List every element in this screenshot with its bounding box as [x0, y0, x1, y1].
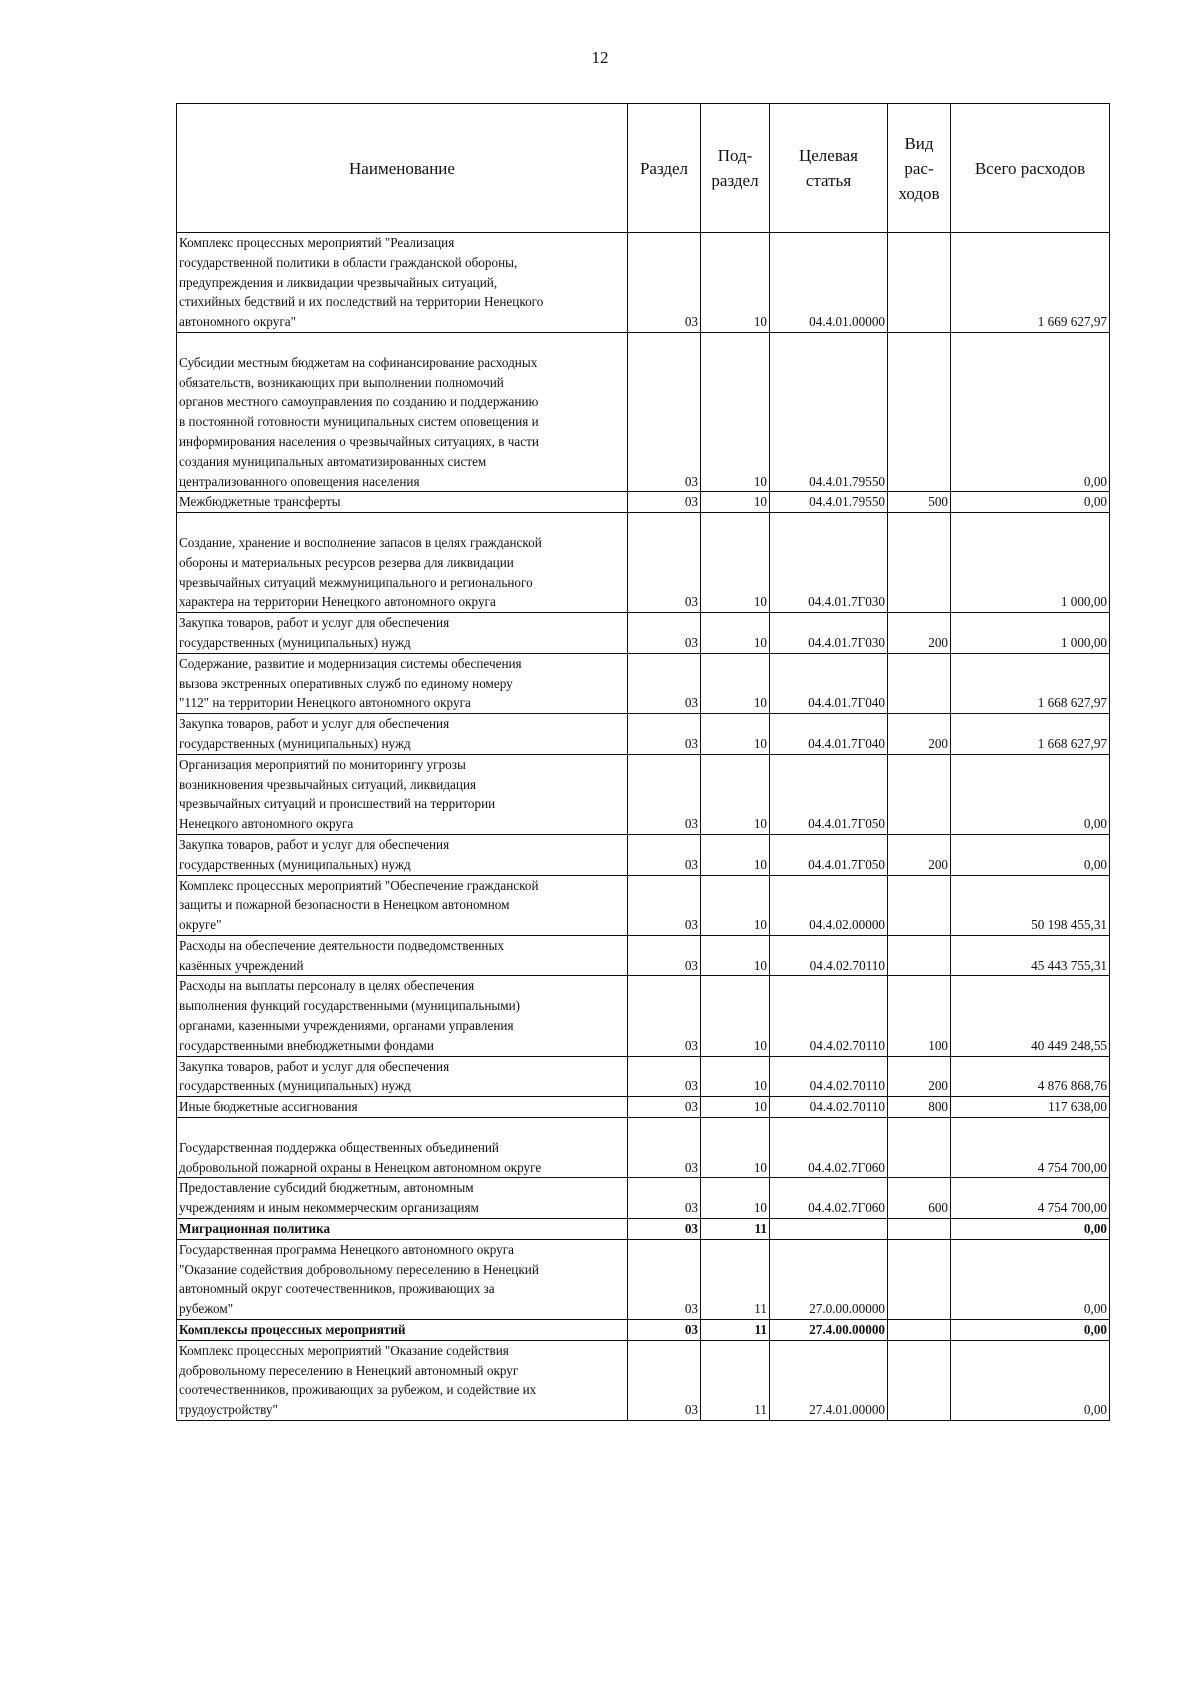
- row-total: 0,00: [951, 1219, 1110, 1240]
- row-target-article: 04.4.01.79550: [770, 492, 888, 513]
- row-total: 4 876 868,76: [951, 1056, 1110, 1097]
- row-expense-type: 200: [888, 834, 951, 875]
- table-row: [177, 935, 1110, 976]
- row-total: 0,00: [951, 754, 1110, 834]
- row-name: Расходы на обеспечение деятельности подведомственных казённых учреждений: [177, 935, 628, 976]
- row-subsection: 10: [701, 332, 770, 491]
- row-expense-type: [888, 1340, 951, 1420]
- row-expense-type: [888, 332, 951, 491]
- row-name: Субсидии местным бюджетам на софинансирование расходных обязательств, возникающих при выполнении полномочий органов местного самоуправления по созданию и поддержанию в постоянной готовности муниципальных систем оповещения и информирования населения о чрезвычайных ситуациях, в части создания муниципальных автоматизированных систем централизованного оповещения населения: [177, 332, 628, 491]
- row-target-article: 04.4.02.70110: [770, 976, 888, 1056]
- row-expense-type: 600: [888, 1178, 951, 1219]
- row-expense-type: 200: [888, 1056, 951, 1097]
- row-section: 03: [628, 1178, 701, 1219]
- row-subsection: 10: [701, 513, 770, 613]
- table-row: [177, 754, 1110, 834]
- table-row: [177, 513, 1110, 613]
- table-row: [177, 1118, 1110, 1178]
- table-row: [177, 714, 1110, 755]
- row-subsection: 10: [701, 834, 770, 875]
- row-subsection: 10: [701, 754, 770, 834]
- row-name: Комплексы процессных мероприятий: [177, 1320, 628, 1341]
- row-total: 1 669 627,97: [951, 233, 1110, 333]
- table-row: [177, 1320, 1110, 1341]
- table-row: [177, 1219, 1110, 1240]
- row-target-article: 04.4.02.7Г060: [770, 1118, 888, 1178]
- row-subsection: 10: [701, 935, 770, 976]
- row-subsection: 10: [701, 233, 770, 333]
- row-expense-type: [888, 1239, 951, 1319]
- row-name: Предоставление субсидий бюджетным, автономным учреждениям и иным некоммерческим организациям: [177, 1178, 628, 1219]
- row-total: 0,00: [951, 1320, 1110, 1341]
- row-subsection: 10: [701, 1097, 770, 1118]
- row-name: Закупка товаров, работ и услуг для обеспечения государственных (муниципальных) нужд: [177, 613, 628, 654]
- row-section: 03: [628, 653, 701, 713]
- table-row: [177, 613, 1110, 654]
- row-total: 0,00: [951, 332, 1110, 491]
- header-expense-type: [888, 104, 951, 233]
- row-total: 40 449 248,55: [951, 976, 1110, 1056]
- row-target-article: [770, 1219, 888, 1240]
- row-total: 0,00: [951, 1239, 1110, 1319]
- row-section: 03: [628, 834, 701, 875]
- row-section: 03: [628, 1239, 701, 1319]
- row-target-article: 04.4.01.00000: [770, 233, 888, 333]
- header-name: [177, 104, 628, 233]
- row-target-article: 04.4.02.70110: [770, 1056, 888, 1097]
- row-target-article: 04.4.01.7Г050: [770, 834, 888, 875]
- row-section: 03: [628, 233, 701, 333]
- row-total: 50 198 455,31: [951, 875, 1110, 935]
- row-expense-type: 200: [888, 714, 951, 755]
- row-section: 03: [628, 1320, 701, 1341]
- row-target-article: 04.4.02.70110: [770, 1097, 888, 1118]
- row-total: 1 000,00: [951, 613, 1110, 654]
- row-total: 1 668 627,97: [951, 653, 1110, 713]
- row-subsection: 10: [701, 653, 770, 713]
- row-target-article: 27.4.00.00000: [770, 1320, 888, 1341]
- table-row: [177, 653, 1110, 713]
- row-subsection: 11: [701, 1219, 770, 1240]
- header-section-text: Раздел: [639, 158, 689, 178]
- row-subsection: 11: [701, 1320, 770, 1341]
- row-subsection: 10: [701, 976, 770, 1056]
- row-subsection: 10: [701, 714, 770, 755]
- table-row: [177, 1340, 1110, 1420]
- row-total: 45 443 755,31: [951, 935, 1110, 976]
- row-section: 03: [628, 1219, 701, 1240]
- row-total: 1 668 627,97: [951, 714, 1110, 755]
- row-expense-type: 800: [888, 1097, 951, 1118]
- row-subsection: 10: [701, 1178, 770, 1219]
- table-row: [177, 492, 1110, 513]
- row-name: Комплекс процессных мероприятий "Обеспечение гражданской защиты и пожарной безопасности в Ненецком автономном округе": [177, 875, 628, 935]
- row-expense-type: [888, 653, 951, 713]
- table-header-row: [177, 104, 1110, 233]
- row-name: Иные бюджетные ассигнования: [177, 1097, 628, 1118]
- header-total: [951, 104, 1110, 233]
- row-subsection: 10: [701, 875, 770, 935]
- page-number: 12: [591, 48, 609, 67]
- row-expense-type: [888, 875, 951, 935]
- row-section: 03: [628, 754, 701, 834]
- row-section: 03: [628, 513, 701, 613]
- row-target-article: 04.4.01.7Г040: [770, 653, 888, 713]
- row-section: 03: [628, 714, 701, 755]
- header-section: [628, 104, 701, 233]
- row-total: 117 638,00: [951, 1097, 1110, 1118]
- table-body: [177, 233, 1110, 1421]
- header-expense-type-text: Вид рас- ходов: [898, 133, 940, 203]
- row-total: 0,00: [951, 492, 1110, 513]
- row-name: Комплекс процессных мероприятий "Оказание содействия добровольному переселению в Ненецкий автономный округ соотечественников, проживающих за рубежом, и содействие их трудоустройству": [177, 1340, 628, 1420]
- row-target-article: 04.4.01.7Г050: [770, 754, 888, 834]
- row-expense-type: 200: [888, 613, 951, 654]
- table-row: [177, 1178, 1110, 1219]
- row-name: Миграционная политика: [177, 1219, 628, 1240]
- row-expense-type: [888, 935, 951, 976]
- row-name: Межбюджетные трансферты: [177, 492, 628, 513]
- row-expense-type: [888, 1219, 951, 1240]
- row-expense-type: [888, 754, 951, 834]
- row-subsection: 11: [701, 1340, 770, 1420]
- table-row: [177, 834, 1110, 875]
- row-name: Содержание, развитие и модернизация системы обеспечения вызова экстренных оперативных служб по единому номеру "112" на территории Ненецкого автономного округа: [177, 653, 628, 713]
- table-row: [177, 875, 1110, 935]
- row-name: Государственная программа Ненецкого автономного округа "Оказание содействия добровольному переселению в Ненецкий автономный округ соотечественников, проживающих за рубежом": [177, 1239, 628, 1319]
- row-expense-type: [888, 1118, 951, 1178]
- row-name: Государственная поддержка общественных объединений добровольной пожарной охраны в Ненецком автономном округе: [177, 1118, 628, 1178]
- row-expense-type: [888, 233, 951, 333]
- row-name: Создание, хранение и восполнение запасов в целях гражданской обороны и материальных ресурсов резерва для ликвидации чрезвычайных ситуаций межмуниципального и регионального характера на территории Ненецкого автономного округа: [177, 513, 628, 613]
- row-subsection: 11: [701, 1239, 770, 1319]
- header-total-text: Всего расходов: [974, 158, 1086, 178]
- header-name-text: Наименование: [349, 158, 455, 178]
- row-target-article: 04.4.01.79550: [770, 332, 888, 491]
- row-target-article: 27.4.01.00000: [770, 1340, 888, 1420]
- table-row: [177, 233, 1110, 333]
- row-target-article: 04.4.02.7Г060: [770, 1178, 888, 1219]
- row-target-article: 04.4.01.7Г030: [770, 613, 888, 654]
- row-name: Закупка товаров, работ и услуг для обеспечения государственных (муниципальных) нужд: [177, 834, 628, 875]
- row-section: 03: [628, 492, 701, 513]
- row-total: 1 000,00: [951, 513, 1110, 613]
- table-row: [177, 1056, 1110, 1097]
- row-expense-type: [888, 1320, 951, 1341]
- row-section: 03: [628, 1097, 701, 1118]
- header-target-article-text: Целевая статья: [798, 146, 859, 190]
- row-section: 03: [628, 1056, 701, 1097]
- table-row: [177, 1239, 1110, 1319]
- row-section: 03: [628, 613, 701, 654]
- row-subsection: 10: [701, 492, 770, 513]
- row-total: 0,00: [951, 1340, 1110, 1420]
- row-expense-type: 100: [888, 976, 951, 1056]
- row-section: 03: [628, 935, 701, 976]
- table-row: [177, 332, 1110, 491]
- row-subsection: 10: [701, 1118, 770, 1178]
- row-section: 03: [628, 976, 701, 1056]
- header-target-article: [770, 104, 888, 233]
- header-subsection: [701, 104, 770, 233]
- row-total: 4 754 700,00: [951, 1118, 1110, 1178]
- row-subsection: 10: [701, 613, 770, 654]
- row-total: 4 754 700,00: [951, 1178, 1110, 1219]
- row-section: 03: [628, 332, 701, 491]
- row-expense-type: [888, 513, 951, 613]
- table-row: [177, 976, 1110, 1056]
- row-section: 03: [628, 1340, 701, 1420]
- header-subsection-text: Под- раздел: [711, 146, 759, 190]
- row-name: Расходы на выплаты персоналу в целях обеспечения выполнения функций государственными (муниципальными) органами, казенными учреждениями, органами управления государственными внебюджетными фондами: [177, 976, 628, 1056]
- row-target-article: 04.4.02.70110: [770, 935, 888, 976]
- row-name: Организация мероприятий по мониторингу угрозы возникновения чрезвычайных ситуаций, ликвидация чрезвычайных ситуаций и происшествий на территории Ненецкого автономного округа: [177, 754, 628, 834]
- row-target-article: 27.0.00.00000: [770, 1239, 888, 1319]
- row-target-article: 04.4.01.7Г030: [770, 513, 888, 613]
- row-name: Комплекс процессных мероприятий "Реализация государственной политики в области гражданской обороны, предупреждения и ликвидации чрезвычайных ситуаций, стихийных бедствий и их последствий на территории Ненецкого автономного округа": [177, 233, 628, 333]
- table-row: [177, 1097, 1110, 1118]
- row-section: 03: [628, 875, 701, 935]
- row-section: 03: [628, 1118, 701, 1178]
- budget-table: [176, 103, 1110, 1421]
- row-name: Закупка товаров, работ и услуг для обеспечения государственных (муниципальных) нужд: [177, 1056, 628, 1097]
- row-name: Закупка товаров, работ и услуг для обеспечения государственных (муниципальных) нужд: [177, 714, 628, 755]
- row-target-article: 04.4.02.00000: [770, 875, 888, 935]
- row-total: 0,00: [951, 834, 1110, 875]
- row-expense-type: 500: [888, 492, 951, 513]
- row-subsection: 10: [701, 1056, 770, 1097]
- row-target-article: 04.4.01.7Г040: [770, 714, 888, 755]
